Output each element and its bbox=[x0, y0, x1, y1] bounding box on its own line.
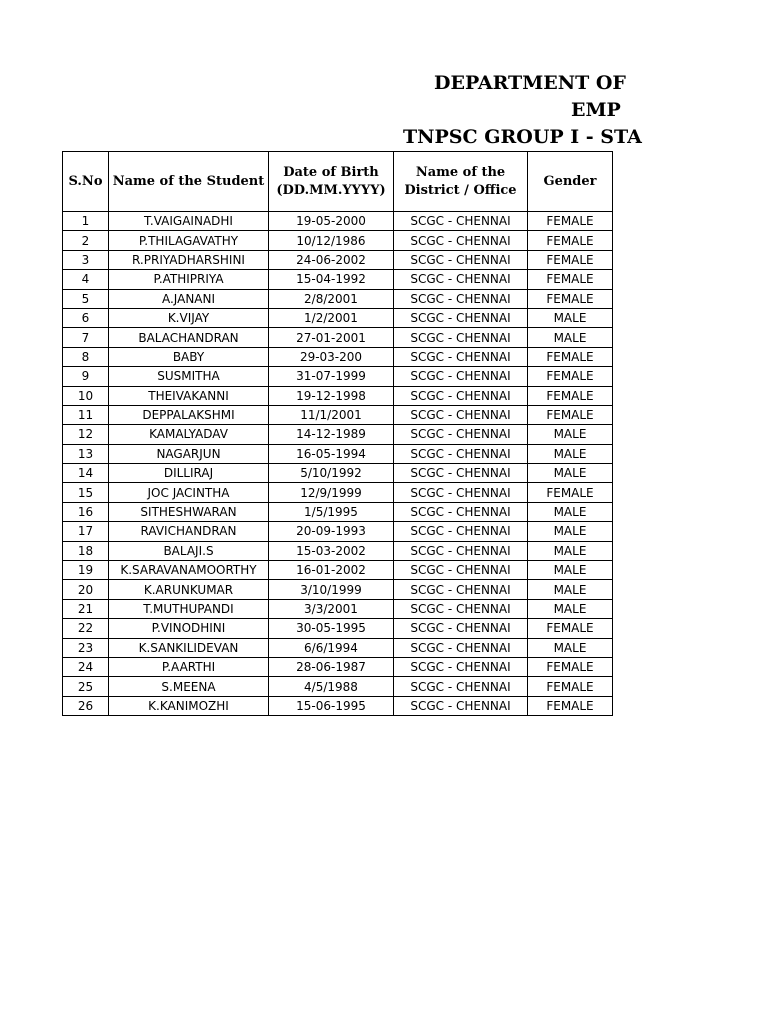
table-row bbox=[63, 657, 613, 676]
cell-date-of-birth: 11/1/2001 bbox=[269, 405, 394, 424]
cell-student-name: RAVICHANDRAN bbox=[109, 522, 269, 541]
cell-sno: 21 bbox=[63, 599, 109, 618]
cell-sno: 8 bbox=[63, 347, 109, 366]
cell-gender: FEMALE bbox=[528, 250, 613, 269]
cell-sno: 20 bbox=[63, 580, 109, 599]
table-row bbox=[63, 270, 613, 289]
cell-date-of-birth: 15-06-1995 bbox=[269, 696, 394, 715]
cell-district: SCGC - CHENNAI bbox=[394, 425, 528, 444]
cell-sno: 5 bbox=[63, 289, 109, 308]
column-header-gender: Gender bbox=[528, 152, 613, 212]
cell-district: SCGC - CHENNAI bbox=[394, 483, 528, 502]
cell-district: SCGC - CHENNAI bbox=[394, 270, 528, 289]
cell-date-of-birth: 2/8/2001 bbox=[269, 289, 394, 308]
cell-gender: FEMALE bbox=[528, 367, 613, 386]
cell-sno: 19 bbox=[63, 561, 109, 580]
cell-date-of-birth: 6/6/1994 bbox=[269, 638, 394, 657]
cell-student-name: P.ATHIPRIYA bbox=[109, 270, 269, 289]
cell-district: SCGC - CHENNAI bbox=[394, 619, 528, 638]
table-row bbox=[63, 405, 613, 424]
cell-date-of-birth: 5/10/1992 bbox=[269, 464, 394, 483]
cell-gender: MALE bbox=[528, 599, 613, 618]
exam-heading: TNPSC GROUP I - STA bbox=[403, 126, 642, 148]
cell-date-of-birth: 28-06-1987 bbox=[269, 657, 394, 676]
cell-sno: 18 bbox=[63, 541, 109, 560]
cell-date-of-birth: 14-12-1989 bbox=[269, 425, 394, 444]
cell-date-of-birth: 16-05-1994 bbox=[269, 444, 394, 463]
cell-gender: MALE bbox=[528, 308, 613, 327]
cell-gender: FEMALE bbox=[528, 270, 613, 289]
cell-district: SCGC - CHENNAI bbox=[394, 541, 528, 560]
cell-sno: 3 bbox=[63, 250, 109, 269]
cell-gender: MALE bbox=[528, 444, 613, 463]
cell-gender: FEMALE bbox=[528, 231, 613, 250]
table-row bbox=[63, 541, 613, 560]
cell-sno: 24 bbox=[63, 657, 109, 676]
table-row bbox=[63, 386, 613, 405]
cell-sno: 23 bbox=[63, 638, 109, 657]
table-row bbox=[63, 308, 613, 327]
cell-district: SCGC - CHENNAI bbox=[394, 444, 528, 463]
cell-date-of-birth: 12/9/1999 bbox=[269, 483, 394, 502]
sub-heading: EMP bbox=[571, 99, 621, 121]
cell-sno: 4 bbox=[63, 270, 109, 289]
cell-gender: FEMALE bbox=[528, 677, 613, 696]
cell-student-name: R.PRIYADHARSHINI bbox=[109, 250, 269, 269]
cell-student-name: SITHESHWARAN bbox=[109, 502, 269, 521]
cell-date-of-birth: 4/5/1988 bbox=[269, 677, 394, 696]
cell-gender: FEMALE bbox=[528, 212, 613, 231]
cell-sno: 15 bbox=[63, 483, 109, 502]
cell-sno: 10 bbox=[63, 386, 109, 405]
cell-gender: FEMALE bbox=[528, 657, 613, 676]
cell-sno: 26 bbox=[63, 696, 109, 715]
cell-date-of-birth: 30-05-1995 bbox=[269, 619, 394, 638]
table-row bbox=[63, 425, 613, 444]
cell-student-name: P.THILAGAVATHY bbox=[109, 231, 269, 250]
table-row bbox=[63, 367, 613, 386]
cell-district: SCGC - CHENNAI bbox=[394, 367, 528, 386]
cell-district: SCGC - CHENNAI bbox=[394, 405, 528, 424]
cell-gender: FEMALE bbox=[528, 483, 613, 502]
cell-student-name: BABY bbox=[109, 347, 269, 366]
cell-student-name: K.VIJAY bbox=[109, 308, 269, 327]
column-header-district: Name of the District / Office bbox=[394, 152, 528, 212]
table-row bbox=[63, 444, 613, 463]
cell-gender: MALE bbox=[528, 425, 613, 444]
cell-date-of-birth: 27-01-2001 bbox=[269, 328, 394, 347]
cell-gender: MALE bbox=[528, 328, 613, 347]
cell-sno: 14 bbox=[63, 464, 109, 483]
table-row bbox=[63, 619, 613, 638]
cell-student-name: JOC JACINTHA bbox=[109, 483, 269, 502]
cell-gender: FEMALE bbox=[528, 386, 613, 405]
table-row bbox=[63, 638, 613, 657]
cell-district: SCGC - CHENNAI bbox=[394, 289, 528, 308]
cell-student-name: K.SARAVANAMOORTHY bbox=[109, 561, 269, 580]
cell-sno: 6 bbox=[63, 308, 109, 327]
cell-sno: 17 bbox=[63, 522, 109, 541]
cell-student-name: BALAJI.S bbox=[109, 541, 269, 560]
cell-district: SCGC - CHENNAI bbox=[394, 696, 528, 715]
table-row bbox=[63, 561, 613, 580]
cell-district: SCGC - CHENNAI bbox=[394, 464, 528, 483]
cell-gender: MALE bbox=[528, 522, 613, 541]
table-row bbox=[63, 328, 613, 347]
cell-date-of-birth: 3/10/1999 bbox=[269, 580, 394, 599]
cell-sno: 12 bbox=[63, 425, 109, 444]
cell-student-name: DEPPALAKSHMI bbox=[109, 405, 269, 424]
cell-sno: 2 bbox=[63, 231, 109, 250]
cell-student-name: K.SANKILIDEVAN bbox=[109, 638, 269, 657]
table-row bbox=[63, 483, 613, 502]
cell-student-name: T.MUTHUPANDI bbox=[109, 599, 269, 618]
cell-district: SCGC - CHENNAI bbox=[394, 638, 528, 657]
table-row bbox=[63, 599, 613, 618]
cell-student-name: A.JANANI bbox=[109, 289, 269, 308]
table-row bbox=[63, 289, 613, 308]
column-header-sno: S.No bbox=[63, 152, 109, 212]
table-row bbox=[63, 347, 613, 366]
student-table bbox=[62, 151, 613, 716]
cell-sno: 7 bbox=[63, 328, 109, 347]
cell-student-name: BALACHANDRAN bbox=[109, 328, 269, 347]
cell-district: SCGC - CHENNAI bbox=[394, 231, 528, 250]
cell-student-name: K.ARUNKUMAR bbox=[109, 580, 269, 599]
cell-sno: 22 bbox=[63, 619, 109, 638]
cell-sno: 25 bbox=[63, 677, 109, 696]
cell-sno: 1 bbox=[63, 212, 109, 231]
table-row bbox=[63, 464, 613, 483]
cell-district: SCGC - CHENNAI bbox=[394, 561, 528, 580]
cell-student-name: S.MEENA bbox=[109, 677, 269, 696]
cell-date-of-birth: 29-03-200 bbox=[269, 347, 394, 366]
cell-district: SCGC - CHENNAI bbox=[394, 522, 528, 541]
cell-sno: 13 bbox=[63, 444, 109, 463]
cell-gender: MALE bbox=[528, 561, 613, 580]
cell-gender: FEMALE bbox=[528, 289, 613, 308]
table-row bbox=[63, 522, 613, 541]
cell-gender: FEMALE bbox=[528, 347, 613, 366]
cell-student-name: KAMALYADAV bbox=[109, 425, 269, 444]
cell-date-of-birth: 15-03-2002 bbox=[269, 541, 394, 560]
cell-student-name: K.KANIMOZHI bbox=[109, 696, 269, 715]
cell-student-name: DILLIRAJ bbox=[109, 464, 269, 483]
cell-student-name: NAGARJUN bbox=[109, 444, 269, 463]
cell-date-of-birth: 20-09-1993 bbox=[269, 522, 394, 541]
cell-district: SCGC - CHENNAI bbox=[394, 386, 528, 405]
cell-gender: MALE bbox=[528, 502, 613, 521]
column-header-name: Name of the Student bbox=[109, 152, 269, 212]
cell-district: SCGC - CHENNAI bbox=[394, 250, 528, 269]
table-header-row bbox=[63, 152, 613, 212]
table-row bbox=[63, 696, 613, 715]
cell-student-name: THEIVAKANNI bbox=[109, 386, 269, 405]
cell-student-name: T.VAIGAINADHI bbox=[109, 212, 269, 231]
table-row bbox=[63, 502, 613, 521]
table-row bbox=[63, 580, 613, 599]
department-heading: DEPARTMENT OF bbox=[434, 72, 626, 94]
cell-sno: 11 bbox=[63, 405, 109, 424]
cell-district: SCGC - CHENNAI bbox=[394, 657, 528, 676]
cell-gender: FEMALE bbox=[528, 619, 613, 638]
cell-date-of-birth: 19-05-2000 bbox=[269, 212, 394, 231]
column-header-dob: Date of Birth (DD.MM.YYYY) bbox=[269, 152, 394, 212]
cell-sno: 16 bbox=[63, 502, 109, 521]
cell-district: SCGC - CHENNAI bbox=[394, 308, 528, 327]
cell-gender: MALE bbox=[528, 464, 613, 483]
cell-district: SCGC - CHENNAI bbox=[394, 599, 528, 618]
table-row bbox=[63, 212, 613, 231]
cell-date-of-birth: 1/5/1995 bbox=[269, 502, 394, 521]
cell-student-name: P.VINODHINI bbox=[109, 619, 269, 638]
cell-date-of-birth: 15-04-1992 bbox=[269, 270, 394, 289]
cell-date-of-birth: 10/12/1986 bbox=[269, 231, 394, 250]
cell-date-of-birth: 16-01-2002 bbox=[269, 561, 394, 580]
cell-date-of-birth: 1/2/2001 bbox=[269, 308, 394, 327]
cell-district: SCGC - CHENNAI bbox=[394, 328, 528, 347]
cell-date-of-birth: 3/3/2001 bbox=[269, 599, 394, 618]
table-row bbox=[63, 250, 613, 269]
cell-date-of-birth: 24-06-2002 bbox=[269, 250, 394, 269]
cell-district: SCGC - CHENNAI bbox=[394, 347, 528, 366]
table-row bbox=[63, 231, 613, 250]
cell-gender: MALE bbox=[528, 541, 613, 560]
cell-district: SCGC - CHENNAI bbox=[394, 212, 528, 231]
cell-gender: FEMALE bbox=[528, 696, 613, 715]
cell-district: SCGC - CHENNAI bbox=[394, 502, 528, 521]
table-row bbox=[63, 677, 613, 696]
cell-student-name: SUSMITHA bbox=[109, 367, 269, 386]
cell-gender: MALE bbox=[528, 638, 613, 657]
cell-student-name: P.AARTHI bbox=[109, 657, 269, 676]
cell-sno: 9 bbox=[63, 367, 109, 386]
cell-gender: FEMALE bbox=[528, 405, 613, 424]
cell-date-of-birth: 19-12-1998 bbox=[269, 386, 394, 405]
cell-district: SCGC - CHENNAI bbox=[394, 677, 528, 696]
cell-date-of-birth: 31-07-1999 bbox=[269, 367, 394, 386]
cell-district: SCGC - CHENNAI bbox=[394, 580, 528, 599]
cell-gender: MALE bbox=[528, 580, 613, 599]
